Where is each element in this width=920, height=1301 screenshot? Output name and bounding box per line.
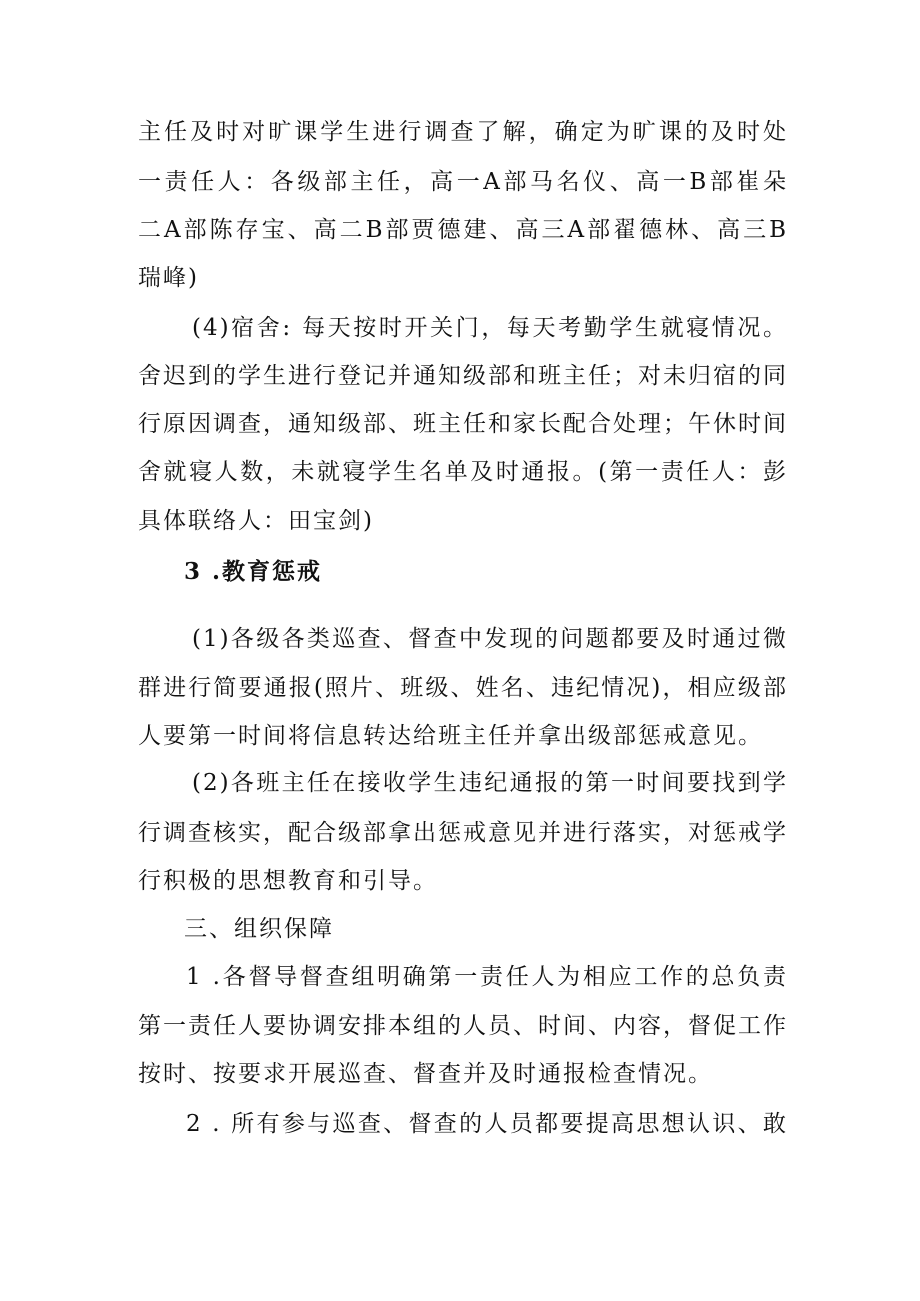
- paragraph-line: (4)宿舍: 每天按时开关门，每天考勤学生就寝情况。: [192, 315, 788, 341]
- paragraph-line: 第一责任人要协调安排本组的人员、时间、内容，督促工作: [138, 1013, 788, 1039]
- paragraph-line: 舍迟到的学生进行登记并通知级部和班主任；对未归宿的同: [138, 363, 788, 389]
- paragraph-line: 具体联络人：田宝剑): [138, 508, 374, 534]
- section-heading: 3 .教育惩戒: [184, 558, 323, 585]
- paragraph-line: 按时、按要求开展巡查、督查并及时通报检查情况。: [138, 1061, 713, 1087]
- paragraph-line: 二A部陈存宝、高二B部贾德建、高三A部翟德林、高三B: [138, 217, 788, 243]
- paragraph-line: 一责任人：各级部主任，高一A部马名仪、高一B部崔朵: [138, 169, 788, 195]
- paragraph-line: 人要第一时间将信息转达给班主任并拿出级部惩戒意见。: [138, 723, 763, 749]
- paragraph-line: (1)各级各类巡查、督查中发现的问题都要及时通过微: [192, 626, 788, 652]
- paragraph-line: 行积极的思想教育和引导。: [138, 868, 438, 894]
- paragraph-line: 1 .各督导督查组明确第一责任人为相应工作的总负责: [186, 964, 788, 990]
- section-heading: 三、组织保障: [184, 916, 334, 942]
- paragraph-line: 舍就寝人数，未就寝学生名单及时通报。(第一责任人：彭: [138, 459, 788, 485]
- paragraph-line: 2 . 所有参与巡查、督查的人员都要提高思想认识、敢: [186, 1111, 788, 1137]
- paragraph-line: 群进行简要通报(照片、班级、姓名、违纪情况)，相应级部: [138, 675, 788, 701]
- paragraph-line: 瑞峰): [138, 265, 199, 291]
- paragraph-line: 行调查核实，配合级部拿出惩戒意见并进行落实，对惩戒学: [138, 820, 788, 846]
- paragraph-line: 行原因调查，通知级部、班主任和家长配合处理；午休时间: [138, 411, 788, 437]
- paragraph-line: 主任及时对旷课学生进行调查了解，确定为旷课的及时处: [138, 119, 788, 145]
- paragraph-line: (2)各班主任在接收学生违纪通报的第一时间要找到学: [192, 770, 788, 796]
